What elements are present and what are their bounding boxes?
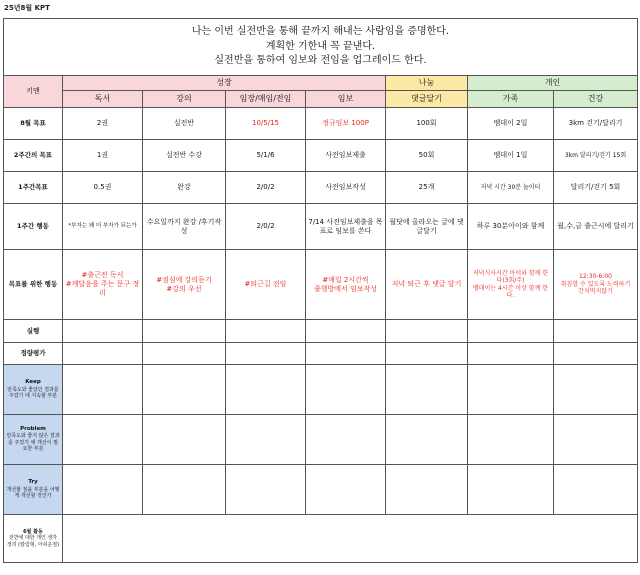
table-cell[interactable] (226, 365, 306, 415)
table-cell: 완강 (143, 172, 226, 204)
row-quant-eval (4, 343, 638, 365)
table-cell[interactable] (306, 415, 386, 465)
table-cell: 저녁 퇴근 후 댓글 달기 (386, 250, 468, 320)
row-two-week-goal (4, 140, 638, 172)
table-cell[interactable] (306, 343, 386, 365)
try-desc: 개선할 점을 부분을 어떻게 개선할 것인가 (6, 486, 60, 500)
group-header-share: 나눔 (386, 76, 468, 91)
row-label: 8월 목표 (4, 108, 63, 140)
row-month-activity (4, 515, 638, 563)
table-cell[interactable] (468, 465, 554, 515)
table-cell: 저녁식사시간 아이와 함께 한다(3회/주) 맴데이는 4시간 이상 함께 한다. (468, 250, 554, 320)
table-cell: 0.5권 (63, 172, 143, 204)
table-cell[interactable] (226, 320, 306, 343)
col-header-comments: 댓글달기 (386, 91, 468, 108)
table-cell[interactable] (143, 320, 226, 343)
table-cell[interactable] (386, 320, 468, 343)
table-cell[interactable] (143, 365, 226, 415)
row-execution (4, 320, 638, 343)
table-cell[interactable] (63, 320, 143, 343)
table-cell[interactable] (554, 320, 638, 343)
group-header-grow: 성장 (63, 76, 386, 91)
table-cell: 하루 30분아이와 함께 (468, 204, 554, 250)
table-cell[interactable] (63, 465, 143, 515)
problem-title: Problem (20, 426, 46, 433)
row-label: 2주간의 목표 (4, 140, 63, 172)
table-cell: 100회 (386, 108, 468, 140)
table-cell: 실전반 (143, 108, 226, 140)
table-cell: 맴데이 2일 (468, 108, 554, 140)
table-cell: 정규임보 100P (306, 108, 386, 140)
row-label: 실행 (4, 320, 63, 343)
table-cell[interactable] (468, 320, 554, 343)
row-label: 1주간 행동 (4, 204, 63, 250)
table-cell[interactable] (143, 343, 226, 365)
table-cell: 실전반 수강 (143, 140, 226, 172)
table-cell[interactable] (306, 465, 386, 515)
table-cell[interactable] (468, 415, 554, 465)
sheet-title-bar (0, 0, 640, 18)
table-cell[interactable] (143, 415, 226, 465)
table-cell[interactable] (554, 365, 638, 415)
group-header-row (4, 76, 638, 91)
col-header-reading: 독서 (63, 91, 143, 108)
table-cell[interactable] (63, 365, 143, 415)
table-cell[interactable] (226, 465, 306, 515)
col-header-report: 임보 (306, 91, 386, 108)
month-activity-title: 6월 활동 (23, 528, 43, 535)
banner-line-2: 계획한 기한내 꼭 끝낸다. (265, 40, 376, 52)
table-cell[interactable] (386, 343, 468, 365)
table-cell[interactable] (468, 365, 554, 415)
table-cell: 3km 달리기/걷기 15회 (554, 140, 638, 172)
table-cell: 50회 (386, 140, 468, 172)
table-cell[interactable] (554, 415, 638, 465)
table-cell[interactable] (468, 343, 554, 365)
sheet-title: 25년8월 KPT (4, 4, 50, 12)
col-header-lecture: 강의 (143, 91, 226, 108)
table-cell: 사전임보제출 (306, 140, 386, 172)
table-cell: 5/1/6 (226, 140, 306, 172)
row-label: 1주간목표 (4, 172, 63, 204)
table-cell[interactable] (226, 343, 306, 365)
table-cell[interactable] (554, 343, 638, 365)
table-cell: 2/0/2 (226, 204, 306, 250)
try-title: Try (28, 479, 38, 486)
table-cell[interactable] (386, 415, 468, 465)
banner-line-1: 나는 이번 실전반을 통해 끝까지 해내는 사람임을 증명한다. (191, 26, 450, 38)
keep-label (4, 365, 63, 415)
table-cell: 저녁 시간 30분 놀이터 (468, 172, 554, 204)
table-cell[interactable] (63, 415, 143, 465)
table-cell: 7/14 사전임보제출을 목표로 임보를 쓴다 (306, 204, 386, 250)
try-label (4, 465, 63, 515)
table-cell: #출근전 독서 #깨달음을 주는 문구 정리 (63, 250, 143, 320)
table-cell[interactable] (306, 365, 386, 415)
col-header-health: 건강 (554, 91, 638, 108)
month-activity-desc: 전반에 대한 개인 생각 정리 (칼럼형, 아쉬운점) (6, 535, 60, 548)
table-cell: 2권 (63, 108, 143, 140)
table-cell: 맴데이 1일 (468, 140, 554, 172)
table-cell: 25개 (386, 172, 468, 204)
row-try (4, 465, 638, 515)
table-cell: 12:30-6:00 취침할 수 있도록 노력하기 간식먹지않기 (554, 250, 638, 320)
problem-label (4, 415, 63, 465)
table-cell[interactable] (143, 465, 226, 515)
row-goal-action (4, 250, 638, 320)
table-cell[interactable] (306, 320, 386, 343)
group-header-personal: 개인 (468, 76, 638, 91)
table-cell: 사전임보작성 (306, 172, 386, 204)
row-month-goal (4, 108, 638, 140)
col-header-site-visit: 임장/매임/전임 (226, 91, 306, 108)
row-label: 정량평가 (4, 343, 63, 365)
month-activity-label (4, 515, 63, 563)
problem-desc: 만족도와 좋지 않은 결과를 주었기 에 개선이 필요한 부분 (6, 433, 60, 453)
table-cell: 2/0/2 (226, 172, 306, 204)
col-header-family: 가족 (468, 91, 554, 108)
table-cell: #퇴근길 전임 (226, 250, 306, 320)
keep-title: Keep (25, 379, 41, 386)
column-header-row (4, 91, 638, 108)
goal-banner (4, 19, 638, 76)
keyword-header: 키맨 (4, 76, 63, 108)
table-cell: 달리기/걷기 5회 (554, 172, 638, 204)
banner-line-3: 실전반을 통하여 임보와 전임을 업그레이드 한다. (214, 55, 427, 67)
table-cell[interactable] (554, 465, 638, 515)
table-cell[interactable] (386, 465, 468, 515)
row-keep (4, 365, 638, 415)
table-cell: 3km 걷기/달리기 (554, 108, 638, 140)
row-problem (4, 415, 638, 465)
table-cell: 10/5/15 (226, 108, 306, 140)
table-cell: 수요일까지 완강 /후기작성 (143, 204, 226, 250)
table-cell[interactable] (386, 365, 468, 415)
table-cell[interactable] (63, 343, 143, 365)
table-cell: *부자는 왜 더 부자가 되는가 (63, 204, 143, 250)
table-cell: 월,수,금 출근시에 달리기 (554, 204, 638, 250)
table-cell: #매일 2시간씩 줄행방에서 임보작성 (306, 250, 386, 320)
row-label: 목표를 위한 행동 (4, 250, 63, 320)
table-cell[interactable] (226, 415, 306, 465)
row-week-action (4, 204, 638, 250)
table-cell: 월닷에 올라오는 글에 댓글달기 (386, 204, 468, 250)
month-activity-cell[interactable] (63, 515, 638, 563)
kpt-table (3, 18, 638, 563)
table-cell: #점심에 강의듣기 #강의 우선 (143, 250, 226, 320)
keep-desc: 만족도와 좋았던 결과를 주었기 에 지속할 부분 (7, 386, 59, 400)
table-cell: 1권 (63, 140, 143, 172)
banner-row (4, 19, 638, 76)
row-week-goal (4, 172, 638, 204)
